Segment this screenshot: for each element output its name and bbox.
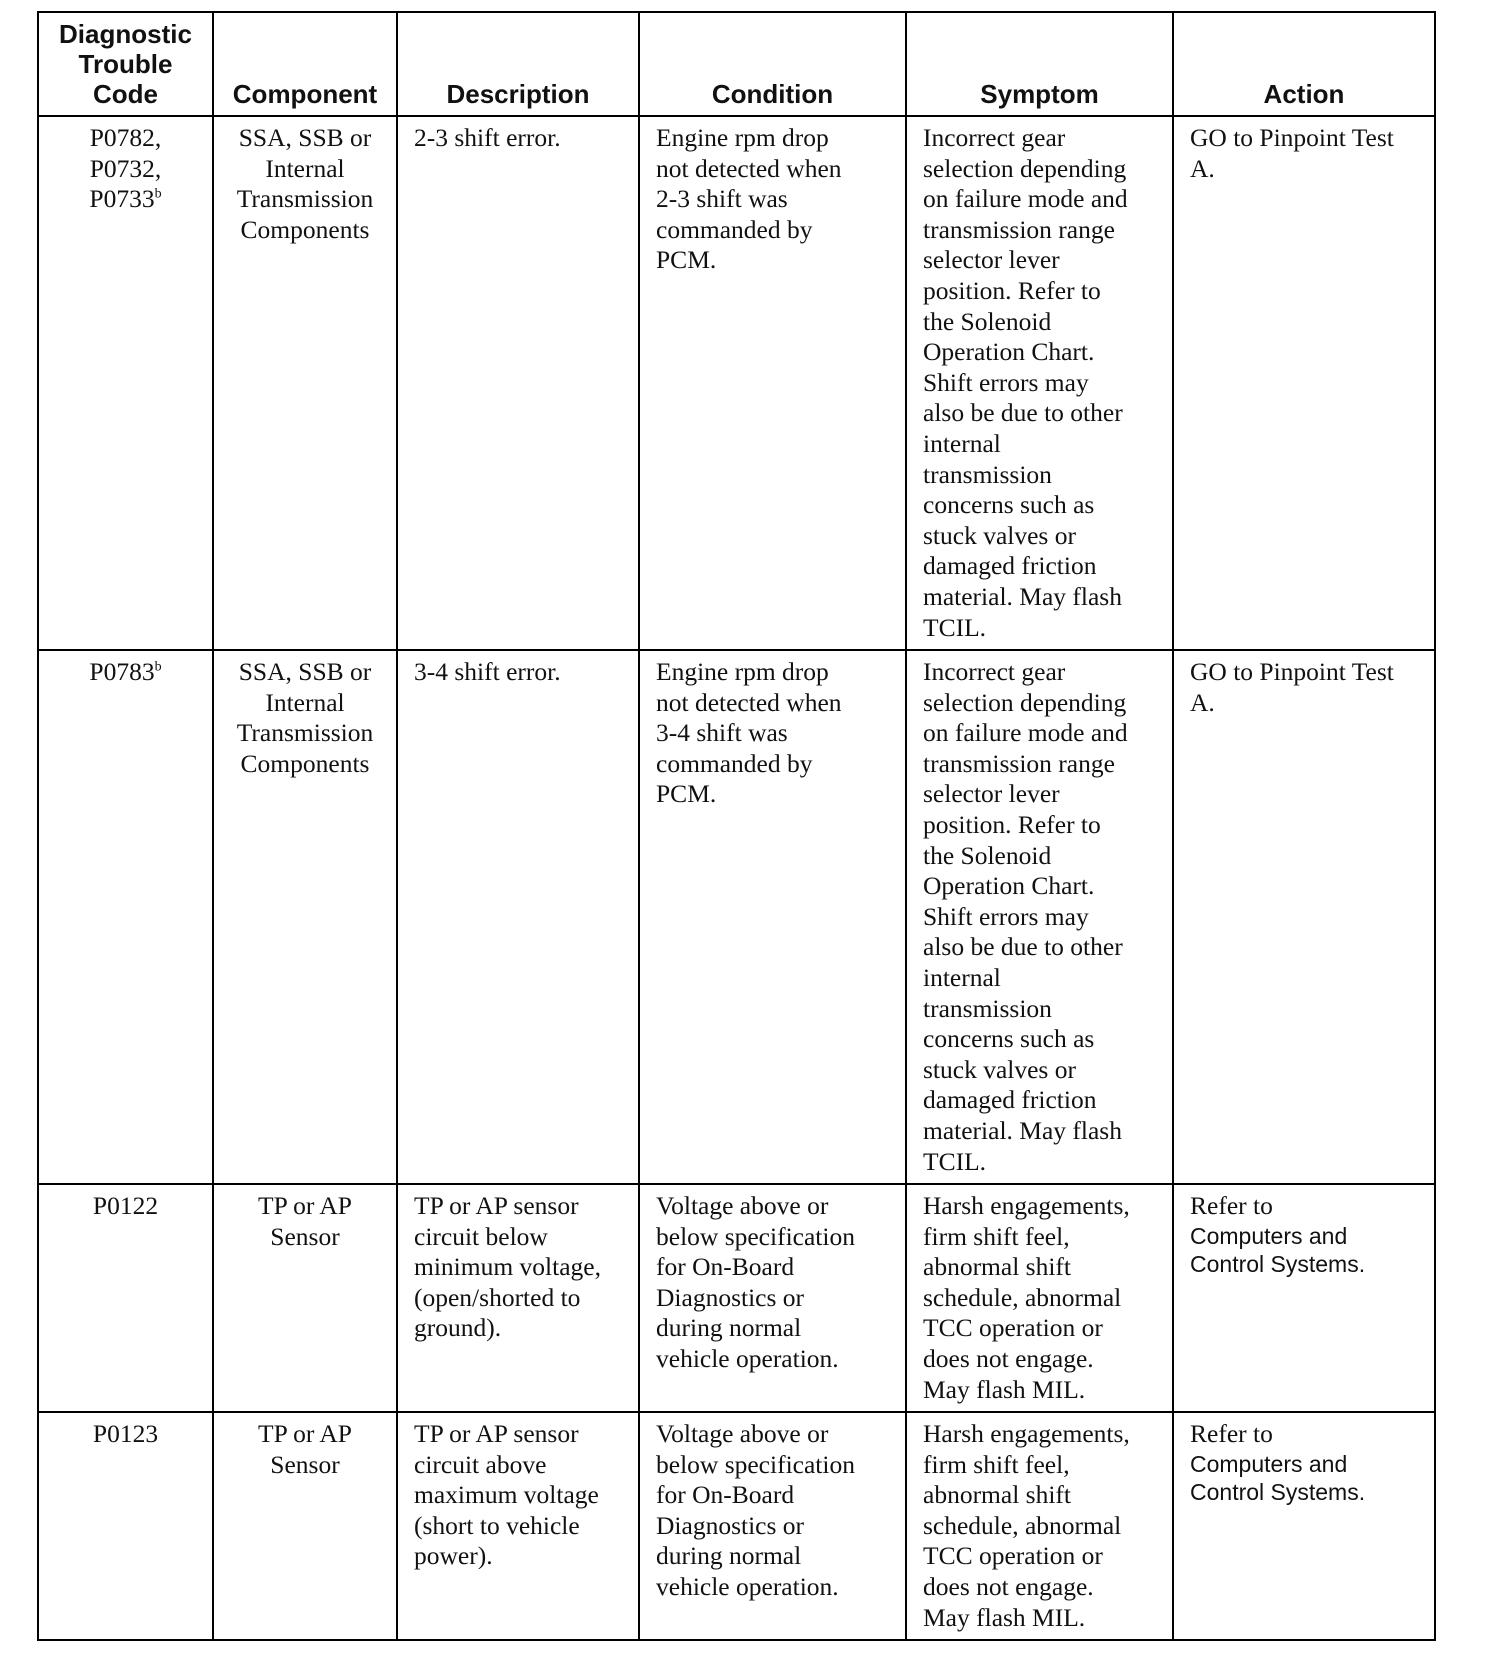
condition-line: vehicle operation. [656, 1343, 839, 1373]
footnote-marker: b [154, 659, 162, 675]
condition-line: vehicle operation. [656, 1571, 839, 1601]
symptom-line: damaged friction [923, 551, 1097, 581]
symptom-line: firm shift feel, [923, 1449, 1070, 1479]
symptom-line: damaged friction [923, 1085, 1097, 1115]
table-header-row [38, 12, 1435, 116]
symptom-line: does not engage. [923, 1343, 1094, 1373]
symptom-line: position. Refer to [923, 809, 1101, 839]
action-line: A. [1190, 153, 1215, 183]
cell-condition [639, 1184, 906, 1412]
condition-line: Voltage above or [656, 1419, 829, 1448]
cell-code [38, 650, 213, 1184]
code-line: P0123 [92, 1419, 159, 1448]
cell-code [38, 116, 213, 650]
symptom-line: transmission range [923, 214, 1115, 244]
condition-line: during normal [656, 1313, 802, 1343]
code-line: P0122 [92, 1191, 159, 1220]
symptom-line: TCIL. [923, 612, 987, 642]
table-row [38, 1184, 1435, 1412]
code-line: P0732, [89, 153, 162, 183]
cell-action [1173, 116, 1435, 650]
component-line: SSA, SSB or [238, 657, 372, 686]
symptom-line: firm shift feel, [923, 1221, 1070, 1251]
cell-description [397, 1184, 639, 1412]
symptom-line: transmission range [923, 748, 1115, 778]
cell-code [38, 1412, 213, 1640]
action-line: A. [1190, 687, 1215, 717]
cell-description [397, 116, 639, 650]
symptom-line: selection depending [923, 687, 1127, 717]
symptom-line: TCC operation or [923, 1313, 1103, 1343]
description-line: TP or AP sensor [414, 1191, 579, 1220]
symptom-line: selector lever [923, 779, 1060, 809]
condition-line: commanded by [656, 748, 813, 778]
condition-line: not detected when [656, 687, 842, 717]
table-row [38, 650, 1435, 1184]
symptom-line: concerns such as [923, 490, 1095, 520]
description-line: (open/shorted to [414, 1282, 581, 1312]
condition-line: below specification [656, 1449, 855, 1479]
condition-line: PCM. [656, 779, 717, 809]
header-code-line: Code [93, 79, 158, 109]
condition-line: below specification [656, 1221, 855, 1251]
header-code [38, 12, 213, 116]
action-line: Control Systems. [1190, 1250, 1366, 1277]
component-line: Components [240, 214, 370, 244]
code-line [45, 184, 206, 215]
action-line: Refer to [1190, 1191, 1273, 1220]
code-line: P0782, [89, 123, 162, 152]
action-line: GO to Pinpoint Test [1190, 123, 1394, 152]
cell-component [213, 650, 397, 1184]
condition-line: Diagnostics or [656, 1282, 805, 1312]
description-line: circuit above [414, 1449, 547, 1479]
action-line: Refer to [1190, 1419, 1273, 1448]
component-line: Internal [265, 687, 345, 717]
header-description: Description [397, 12, 639, 116]
condition-line: during normal [656, 1541, 802, 1571]
action-line: Computers and [1190, 1222, 1348, 1249]
symptom-line: the Solenoid [923, 840, 1052, 870]
symptom-line: abnormal shift [923, 1252, 1072, 1282]
symptom-line: selector lever [923, 245, 1060, 275]
symptom-line: position. Refer to [923, 275, 1101, 305]
cell-condition [639, 650, 906, 1184]
cell-symptom [906, 1412, 1173, 1640]
symptom-line: stuck valves or [923, 1054, 1076, 1084]
cell-description [397, 650, 639, 1184]
cell-symptom [906, 1184, 1173, 1412]
symptom-line: the Solenoid [923, 306, 1052, 336]
condition-line: Engine rpm drop [656, 657, 829, 686]
component-line: Transmission [236, 184, 374, 214]
code-text: P0783 [89, 657, 155, 686]
symptom-line: Operation Chart. [923, 871, 1095, 901]
action-line: Computers and [1190, 1450, 1348, 1477]
symptom-line: on failure mode and [923, 184, 1128, 214]
symptom-line: internal [923, 428, 1001, 458]
dtc-table [37, 11, 1436, 1641]
symptom-line: schedule, abnormal [923, 1510, 1122, 1540]
cell-condition [639, 1412, 906, 1640]
description-line: (short to vehicle [414, 1510, 580, 1540]
symptom-line: TCC operation or [923, 1541, 1103, 1571]
condition-line: commanded by [656, 214, 813, 244]
header-action: Action [1173, 12, 1435, 116]
code-line [45, 657, 206, 688]
symptom-line: selection depending [923, 153, 1127, 183]
code-text: P0733 [89, 184, 155, 214]
symptom-line: TCIL. [923, 1146, 987, 1176]
condition-line: Engine rpm drop [656, 123, 829, 152]
cell-symptom [906, 116, 1173, 650]
cell-description [397, 1412, 639, 1640]
component-line: TP or AP [258, 1419, 352, 1448]
symptom-line: concerns such as [923, 1024, 1095, 1054]
description-line: TP or AP sensor [414, 1419, 579, 1448]
symptom-line: Harsh engagements, [923, 1191, 1130, 1220]
condition-line: for On-Board [656, 1480, 795, 1510]
description-line: ground). [414, 1313, 502, 1343]
cell-action [1173, 1412, 1435, 1640]
table-row [38, 116, 1435, 650]
table-row [38, 1412, 1435, 1640]
cell-component [213, 1412, 397, 1640]
condition-line: Voltage above or [656, 1191, 829, 1220]
symptom-line: Shift errors may [923, 367, 1089, 397]
symptom-line: also be due to other [923, 398, 1123, 428]
symptom-line: stuck valves or [923, 520, 1076, 550]
footnote-marker: b [154, 186, 162, 202]
action-line: Control Systems. [1190, 1478, 1366, 1505]
description-line: minimum voltage, [414, 1252, 601, 1282]
cell-code [38, 1184, 213, 1412]
symptom-line: Harsh engagements, [923, 1419, 1130, 1448]
header-symptom: Symptom [906, 12, 1173, 116]
description-line: 3-4 shift error. [414, 657, 561, 686]
symptom-line: Incorrect gear [923, 657, 1066, 686]
condition-line: not detected when [656, 153, 842, 183]
symptom-line: material. May flash [923, 581, 1122, 611]
symptom-line: does not engage. [923, 1571, 1094, 1601]
header-component: Component [213, 12, 397, 116]
cell-component [213, 1184, 397, 1412]
symptom-line: material. May flash [923, 1115, 1122, 1145]
header-condition: Condition [639, 12, 906, 116]
condition-line: 3-4 shift was [656, 718, 788, 748]
symptom-line: Incorrect gear [923, 123, 1066, 152]
component-line: TP or AP [258, 1191, 352, 1220]
cell-action [1173, 1184, 1435, 1412]
cell-action [1173, 650, 1435, 1184]
symptom-line: internal [923, 962, 1001, 992]
symptom-line: on failure mode and [923, 718, 1128, 748]
description-line: maximum voltage [414, 1480, 599, 1510]
condition-line: Diagnostics or [656, 1510, 805, 1540]
symptom-line: May flash MIL. [923, 1602, 1086, 1632]
component-line: Sensor [270, 1221, 340, 1251]
condition-line: for On-Board [656, 1252, 795, 1282]
cell-symptom [906, 650, 1173, 1184]
description-line: circuit below [414, 1221, 548, 1251]
symptom-line: schedule, abnormal [923, 1282, 1122, 1312]
symptom-line: also be due to other [923, 932, 1123, 962]
description-line: power). [414, 1541, 493, 1571]
symptom-line: transmission [923, 993, 1052, 1023]
symptom-line: abnormal shift [923, 1480, 1072, 1510]
action-line: GO to Pinpoint Test [1190, 657, 1394, 686]
symptom-line: Operation Chart. [923, 337, 1095, 367]
symptom-line: Shift errors may [923, 901, 1089, 931]
component-line: SSA, SSB or [238, 123, 372, 152]
symptom-line: transmission [923, 459, 1052, 489]
header-code-line: Diagnostic [59, 19, 192, 49]
cell-condition [639, 116, 906, 650]
component-line: Sensor [270, 1449, 340, 1479]
component-line: Internal [265, 153, 345, 183]
component-line: Components [240, 748, 370, 778]
condition-line: 2-3 shift was [656, 184, 788, 214]
header-code-line: Trouble [78, 49, 173, 79]
symptom-line: May flash MIL. [923, 1374, 1086, 1404]
description-line: 2-3 shift error. [414, 123, 561, 152]
cell-component [213, 116, 397, 650]
condition-line: PCM. [656, 245, 717, 275]
component-line: Transmission [236, 718, 374, 748]
